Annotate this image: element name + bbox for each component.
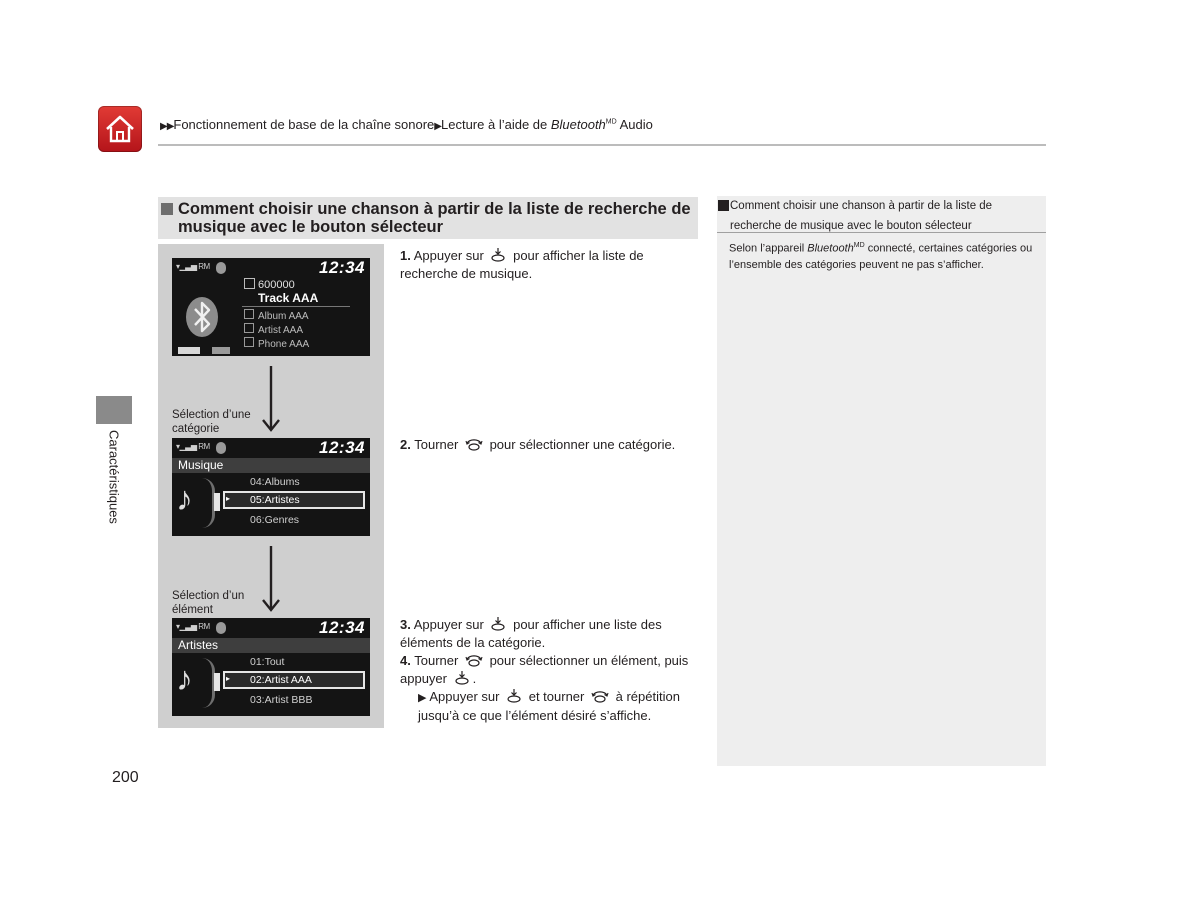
track-divider bbox=[242, 306, 350, 307]
list-scroll-indicator bbox=[214, 673, 220, 691]
chapter-tab-marker[interactable] bbox=[96, 396, 132, 424]
pause-icon bbox=[212, 347, 230, 354]
list-header-bar bbox=[172, 458, 370, 473]
status-bar bbox=[172, 438, 370, 458]
step-2 bbox=[400, 436, 698, 454]
step-text: pour afficher la liste de recherche de musique. bbox=[400, 248, 644, 281]
step-text: Appuyer sur bbox=[429, 689, 500, 704]
breadcrumb-tail: Audio bbox=[616, 117, 653, 132]
list-item[interactable]: 04:Albums bbox=[250, 476, 300, 488]
section-heading bbox=[158, 197, 698, 239]
clock: 12:34 bbox=[319, 258, 365, 277]
breadcrumb-brand: Bluetooth bbox=[550, 117, 606, 132]
status-bar bbox=[172, 618, 370, 638]
list-item-selected-text: 05:Artistes bbox=[250, 494, 300, 506]
step-text: pour sélectionner une catégorie. bbox=[489, 437, 676, 452]
step-number: 4. bbox=[400, 653, 411, 668]
list-item[interactable]: 03:Artist BBB bbox=[250, 694, 313, 706]
home-button[interactable] bbox=[98, 106, 142, 152]
play-icon bbox=[178, 347, 200, 354]
step-text: pour afficher une liste des éléments de la catégorie. bbox=[400, 617, 662, 650]
step-3 bbox=[400, 616, 698, 652]
display-category-list bbox=[172, 438, 370, 536]
list-header: Artistes bbox=[178, 638, 219, 652]
home-icon bbox=[104, 113, 136, 145]
side-note-body bbox=[729, 238, 1041, 273]
list-item[interactable]: 06:Genres bbox=[250, 514, 300, 526]
note-brand: Bluetooth bbox=[807, 242, 854, 255]
note-text: connecté, certaines catégories ou l’ensemble des catégories peuvent ne pas s’afficher. bbox=[729, 242, 1033, 271]
section-square-icon bbox=[161, 203, 173, 215]
step-1 bbox=[400, 247, 698, 283]
arrow-label-item: Sélection d’un élément bbox=[172, 590, 245, 616]
album-text: Album AAA bbox=[258, 311, 309, 322]
arrow-label-category: Sélection d’une catégorie bbox=[172, 409, 251, 435]
note-text: Selon l’appareil bbox=[729, 242, 808, 255]
selector-knob-rotate-icon bbox=[465, 436, 483, 452]
chapter-tab-label: Caractéristiques bbox=[106, 430, 122, 524]
music-note-icon: ♪ bbox=[176, 660, 193, 698]
bluetooth-small-icon bbox=[216, 442, 226, 454]
rm-label: RM bbox=[198, 442, 210, 451]
step-number: 3. bbox=[400, 617, 411, 632]
clock: 12:34 bbox=[319, 618, 365, 637]
artist-icon bbox=[244, 323, 254, 333]
album-row bbox=[244, 309, 309, 323]
bluetooth-icon bbox=[184, 296, 220, 338]
breadcrumb-current-text: Lecture à l’aide de bbox=[441, 117, 551, 132]
status-bar bbox=[172, 258, 370, 278]
step-text: Appuyer sur bbox=[413, 248, 484, 263]
breadcrumb-current bbox=[441, 117, 653, 132]
header-divider bbox=[158, 144, 1046, 146]
list-item-selected-text: 02:Artist AAA bbox=[250, 674, 312, 686]
selection-pointer-icon: ▸ bbox=[226, 674, 231, 683]
down-arrow-icon bbox=[261, 366, 281, 432]
rm-label: RM bbox=[198, 622, 210, 631]
step-text: à répétition jusqu’à ce que l’élément désiré s’affiche. bbox=[418, 689, 680, 723]
step-number: 2. bbox=[400, 437, 411, 452]
selector-knob-push-icon bbox=[490, 616, 506, 632]
substep-arrow-icon: ▶ bbox=[418, 692, 427, 704]
step-text: Tourner bbox=[414, 653, 459, 668]
album-icon bbox=[244, 309, 254, 319]
selector-knob-push-icon bbox=[454, 670, 470, 686]
artist-row bbox=[244, 323, 309, 337]
step-text: pour sélectionner un élément, puis appuyer bbox=[400, 653, 689, 686]
selector-knob-rotate-icon bbox=[465, 652, 483, 668]
step-4-substep bbox=[418, 688, 698, 725]
bluetooth-small-icon bbox=[216, 622, 226, 634]
track-title: Track AAA bbox=[258, 291, 319, 305]
display-now-playing bbox=[172, 258, 370, 356]
note-marker-icon bbox=[718, 200, 729, 211]
signal-strength-icon: ▾▁▃▅ RM bbox=[176, 262, 210, 271]
music-note-icon: ♪ bbox=[176, 480, 193, 518]
breadcrumb-arrow-icon: ▶ bbox=[434, 121, 441, 132]
side-note-divider bbox=[717, 232, 1046, 233]
selector-knob-push-icon bbox=[490, 247, 506, 263]
track-number bbox=[244, 278, 295, 291]
list-header-bar bbox=[172, 638, 370, 653]
list-scroll-indicator bbox=[214, 493, 220, 511]
selector-knob-push-icon bbox=[506, 688, 522, 704]
step-text: Tourner bbox=[414, 437, 459, 452]
phone-text: Phone AAA bbox=[258, 339, 310, 350]
signal-strength-icon: ▾▁▃▅ RM bbox=[176, 442, 210, 451]
phone-icon bbox=[244, 337, 254, 347]
display-item-list bbox=[172, 618, 370, 716]
breadcrumb-link-audio-basics[interactable]: Fonctionnement de base de la chaîne sonore bbox=[173, 117, 435, 132]
phone-row bbox=[244, 337, 309, 351]
clock: 12:34 bbox=[319, 438, 365, 457]
side-note-heading-text: Comment choisir une chanson à partir de la liste de recherche de musique avec le bouton sélecteur bbox=[730, 200, 993, 232]
breadcrumb bbox=[160, 117, 653, 132]
section-title: Comment choisir une chanson à partir de la liste de recherche de musique avec le bouton sélecteur bbox=[178, 200, 691, 236]
list-item-selected[interactable] bbox=[223, 491, 365, 509]
selection-pointer-icon: ▸ bbox=[226, 494, 231, 503]
page-number: 200 bbox=[112, 769, 139, 786]
list-header: Musique bbox=[178, 458, 224, 472]
side-note bbox=[717, 196, 1046, 766]
selector-knob-rotate-icon bbox=[591, 688, 609, 704]
step-text: Appuyer sur bbox=[413, 617, 484, 632]
step-number: 1. bbox=[400, 248, 411, 263]
breadcrumb-sup: MD bbox=[605, 118, 617, 126]
track-number-icon bbox=[244, 278, 255, 289]
list-item-selected[interactable] bbox=[223, 671, 365, 689]
step-text: et tourner bbox=[528, 689, 585, 704]
list-item[interactable]: 01:Tout bbox=[250, 656, 285, 668]
side-note-heading bbox=[717, 196, 1046, 236]
bluetooth-small-icon bbox=[216, 262, 226, 274]
down-arrow-icon bbox=[261, 546, 281, 612]
signal-strength-icon: ▾▁▃▅ RM bbox=[176, 622, 210, 631]
note-sup: MD bbox=[853, 242, 865, 249]
rm-label: RM bbox=[198, 262, 210, 271]
track-details bbox=[244, 309, 309, 351]
step-text: . bbox=[472, 671, 477, 686]
artist-text: Artist AAA bbox=[258, 325, 304, 336]
track-number-text: 600000 bbox=[258, 279, 295, 291]
breadcrumb-arrow-icon: ▶▶ bbox=[160, 121, 174, 132]
step-4 bbox=[400, 652, 698, 688]
